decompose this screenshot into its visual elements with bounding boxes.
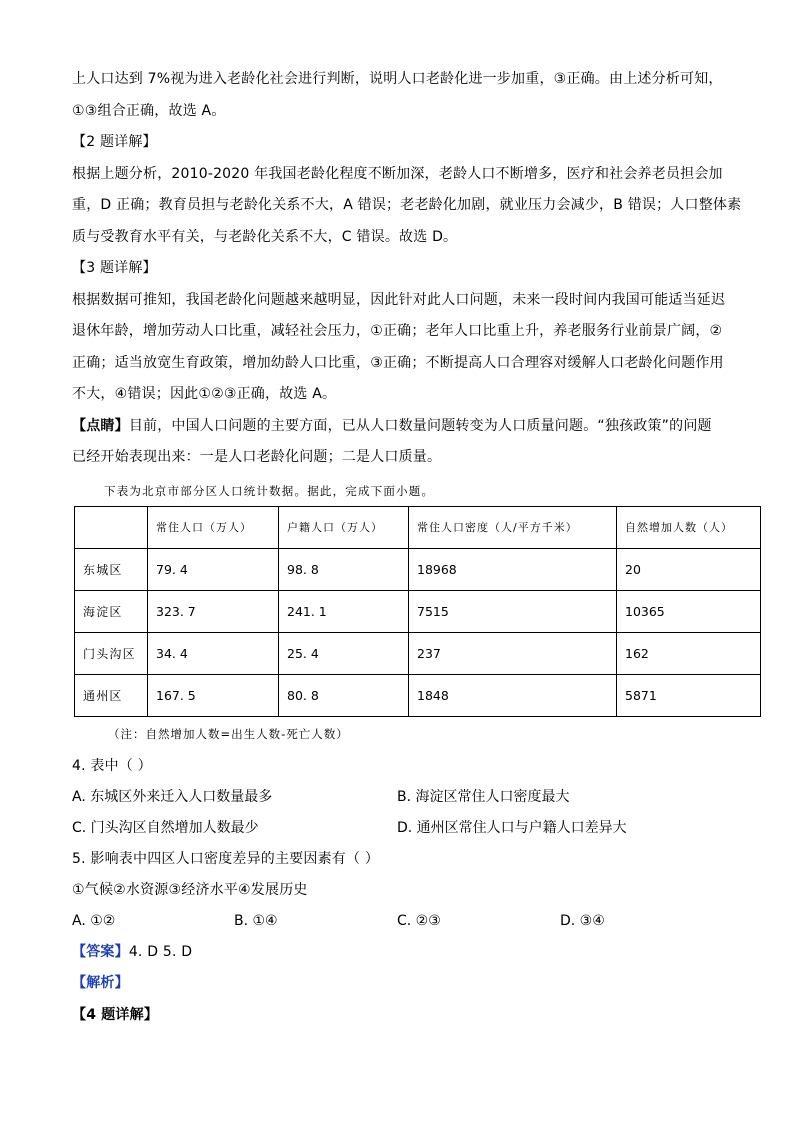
table-cell: 167. 5 — [148, 674, 279, 716]
answer-label: 【答案】 — [72, 943, 129, 960]
table-intro: 下表为北京市部分区人口统计数据。据此，完成下面小题。 — [104, 483, 435, 498]
paragraph-line: 正确；适当放宽生育政策，增加幼龄人口比重，③正确；不断提高人口合理容对缓解人口老龄化问题作用 — [72, 354, 724, 371]
table-cell: 323. 7 — [148, 590, 279, 632]
table-cell: 241. 1 — [279, 590, 409, 632]
table-header-cell: 自然增加人数（人） — [617, 506, 761, 548]
table-header-row — [75, 506, 761, 548]
table-cell: 34. 4 — [148, 632, 279, 674]
option-b: B. 海淀区常住人口密度最大 — [397, 788, 570, 805]
question-5-options — [72, 906, 732, 937]
dianjing-line — [72, 411, 732, 443]
paragraph-line: 已经开始表现出来：一是人口老龄化问题；二是人口质量。 — [72, 449, 442, 465]
table-header-cell: 户籍人口（万人） — [279, 506, 409, 548]
table-header-cell: 常住人口（万人） — [148, 506, 279, 548]
option-d: D. ③④ — [560, 912, 605, 929]
table-cell-district: 海淀区 — [75, 590, 148, 632]
question-5-factors: ①气候②水资源③经济水平④发展历史 — [72, 881, 308, 898]
table-row — [75, 548, 761, 590]
answer-text: 4. D 5. D — [128, 943, 193, 960]
table-cell-district: 通州区 — [75, 674, 148, 716]
table-cell: 162 — [617, 632, 761, 674]
table-cell: 237 — [409, 632, 617, 674]
table-cell: 20 — [617, 548, 761, 590]
table-cell: 98. 8 — [279, 548, 409, 590]
option-a: A. ①② — [72, 912, 116, 929]
dianjing-label: 【点睛】 — [72, 417, 129, 434]
dianjing-text: 目前，中国人口问题的主要方面，已从人口数量问题转变为人口质量问题。“独孩政策”的问题 — [128, 417, 712, 434]
paragraph-line: 重，D 正确；教育员担与老龄化关系不大，A 错误；老老龄化加剧，就业压力会减少，B 错误；人口整体素 — [72, 197, 742, 213]
question-5-stem: 5. 影响表中四区人口密度差异的主要因素有（ ） — [72, 850, 380, 867]
analysis-label: 【解析】 — [72, 975, 129, 991]
table-cell: 25. 4 — [279, 632, 409, 674]
option-c: C. ②③ — [397, 912, 441, 929]
analysis-line — [72, 968, 732, 1000]
paragraph-line: 上人口达到 7%视为进入老龄化社会进行判断，说明人口老龄化进一步加重，③正确。由上述分析可知， — [72, 71, 723, 87]
question-4-options-row2 — [72, 813, 732, 844]
table-cell: 18968 — [409, 548, 617, 590]
paragraph-line: 根据上题分析，2010-2020 年我国老龄化程度不断加深，老龄人口不断增多，医疗和社会养老员担会加 — [72, 165, 723, 182]
table-cell: 5871 — [617, 674, 761, 716]
population-table — [74, 506, 761, 717]
table-cell-district: 东城区 — [75, 548, 148, 590]
answer-line — [72, 937, 732, 969]
paragraph-line: 质与受教育水平有关，与老龄化关系不大，C 错误。故选 D。 — [72, 228, 458, 245]
paragraph-line: 退休年龄，增加劳动人口比重，减轻社会压力，①正确；老年人口比重上升，养老服务行业前景广阔，② — [72, 323, 723, 339]
table-cell: 10365 — [617, 590, 761, 632]
section-heading-q2: 【2 题详解】 — [72, 134, 157, 150]
table-header-cell — [75, 506, 148, 548]
table-cell-district: 门头沟区 — [75, 632, 148, 674]
paragraph-line: 不大，④错误；因此①②③正确，故选 A。 — [72, 386, 337, 402]
option-d: D. 通州区常住人口与户籍人口差异大 — [397, 819, 627, 836]
table-note: （注：自然增加人数=出生人数-死亡人数） — [108, 726, 349, 741]
question-4-stem: 4. 表中（ ） — [72, 757, 152, 774]
option-c: C. 门头沟区自然增加人数最少 — [72, 819, 259, 836]
table-cell: 79. 4 — [148, 548, 279, 590]
document-page — [72, 64, 742, 1031]
table-row — [75, 632, 761, 674]
paragraph-line: ①③组合正确，故选 A。 — [72, 102, 226, 119]
option-a: A. 东城区外来迁入人口数量最多 — [72, 788, 273, 805]
section-heading-q4: 【4 题详解】 — [72, 1006, 159, 1023]
table-row — [75, 674, 761, 716]
paragraph-line: 根据数据可推知，我国老龄化问题越来越明显，因此针对此人口问题，未来一段时间内我国可能适当延迟 — [72, 291, 726, 308]
section-heading-q3: 【3 题详解】 — [72, 260, 157, 276]
table-row — [75, 590, 761, 632]
table-cell: 1848 — [409, 674, 617, 716]
option-b: B. ①④ — [234, 912, 278, 929]
question-4-options-row1 — [72, 782, 732, 813]
table-cell: 7515 — [409, 590, 617, 632]
table-header-cell: 常住人口密度（人/平方千米） — [409, 506, 617, 548]
table-cell: 80. 8 — [279, 674, 409, 716]
